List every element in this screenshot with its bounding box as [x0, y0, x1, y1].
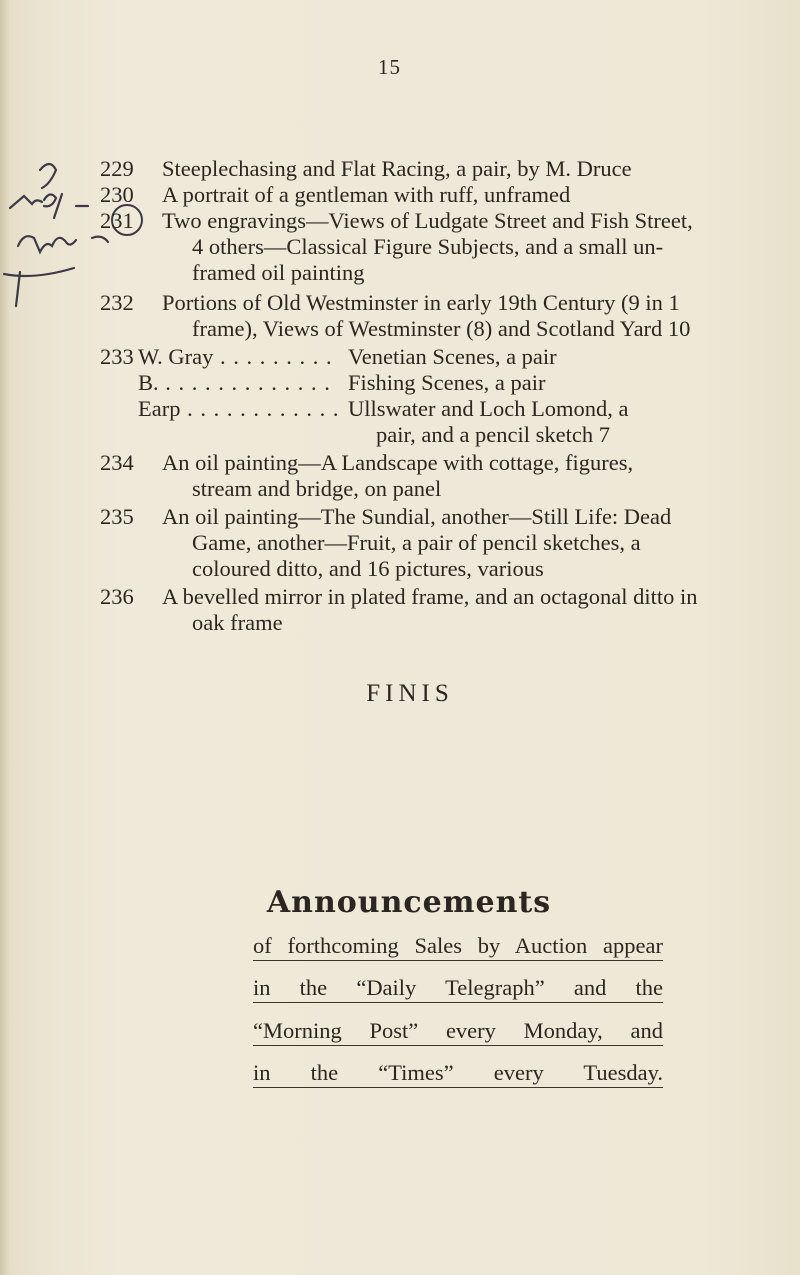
lot-description: [348, 370, 798, 396]
lot-line: Steeplechasing and Flat Racing, a pair, by M. Druce: [162, 156, 632, 181]
lot-line: framed oil painting: [192, 260, 365, 285]
lot-description: [162, 504, 800, 582]
lot-number: 232: [100, 290, 134, 315]
lot-line: Portions of Old Westminster in early 19th Century (9 in 1: [162, 290, 680, 315]
lot-description: [162, 208, 800, 286]
lot-number: 235: [100, 504, 134, 529]
lot-line: 4 others—Classical Figure Subjects, and a small un-: [192, 234, 664, 259]
lot-number: 231: [100, 208, 134, 233]
lot-line: coloured ditto, and 16 pictures, various: [192, 556, 544, 581]
lot-number: 236: [100, 584, 134, 609]
artist-name: W. Gray . . .: [138, 344, 338, 370]
lot-description: [162, 584, 800, 636]
lot-line: stream and bridge, on panel: [192, 476, 442, 501]
lot-description: [162, 450, 800, 502]
lot-line: An oil painting—A Landscape with cottage, figures,: [162, 450, 634, 475]
lot-description: [162, 156, 800, 182]
lot-line: Game, another—Fruit, a pair of pencil sketches, a: [192, 530, 641, 555]
lot-line: pair, and a pencil sketch 7: [376, 422, 611, 447]
finis-heading: FINIS: [366, 680, 454, 707]
lot-line: oak frame: [192, 610, 283, 635]
lot-line: Fishing Scenes, a pair: [348, 370, 546, 395]
page-number: 15: [378, 55, 401, 79]
lot-description: [162, 182, 800, 208]
announcements-title: Announcements: [266, 885, 552, 920]
lot-description: [348, 344, 798, 370]
lot-number: 234: [100, 450, 134, 475]
lot-line: Venetian Scenes, a pair: [348, 344, 557, 369]
lot-description: [348, 396, 798, 448]
artist-name: Earp . . .: [138, 396, 338, 422]
announcement-line: in the “Times” every Tuesday.: [253, 1060, 663, 1088]
lot-line: A portrait of a gentleman with ruff, unframed: [162, 182, 571, 207]
announcement-line: of forthcoming Sales by Auction appear: [253, 933, 663, 961]
lot-line: An oil painting—The Sundial, another—Still Life: Dead: [162, 504, 672, 529]
lot-number: 229: [100, 156, 134, 181]
lot-line: Two engravings—Views of Ludgate Street and Fish Street,: [162, 208, 693, 233]
artist-name: B. . . .: [138, 370, 338, 396]
lot-number: 233: [100, 344, 134, 369]
lot-line: Ullswater and Loch Lomond, a: [348, 396, 629, 421]
lot-number: 230: [100, 182, 134, 207]
announcement-line: “Morning Post” every Monday, and: [253, 1018, 663, 1046]
lot-line: A bevelled mirror in plated frame, and an octagonal ditto in: [162, 584, 698, 609]
announcement-line: in the “Daily Telegraph” and the: [253, 975, 663, 1003]
lot-line: frame), Views of Westminster (8) and Scotland Yard 10: [192, 316, 691, 341]
lot-description: [162, 290, 800, 342]
